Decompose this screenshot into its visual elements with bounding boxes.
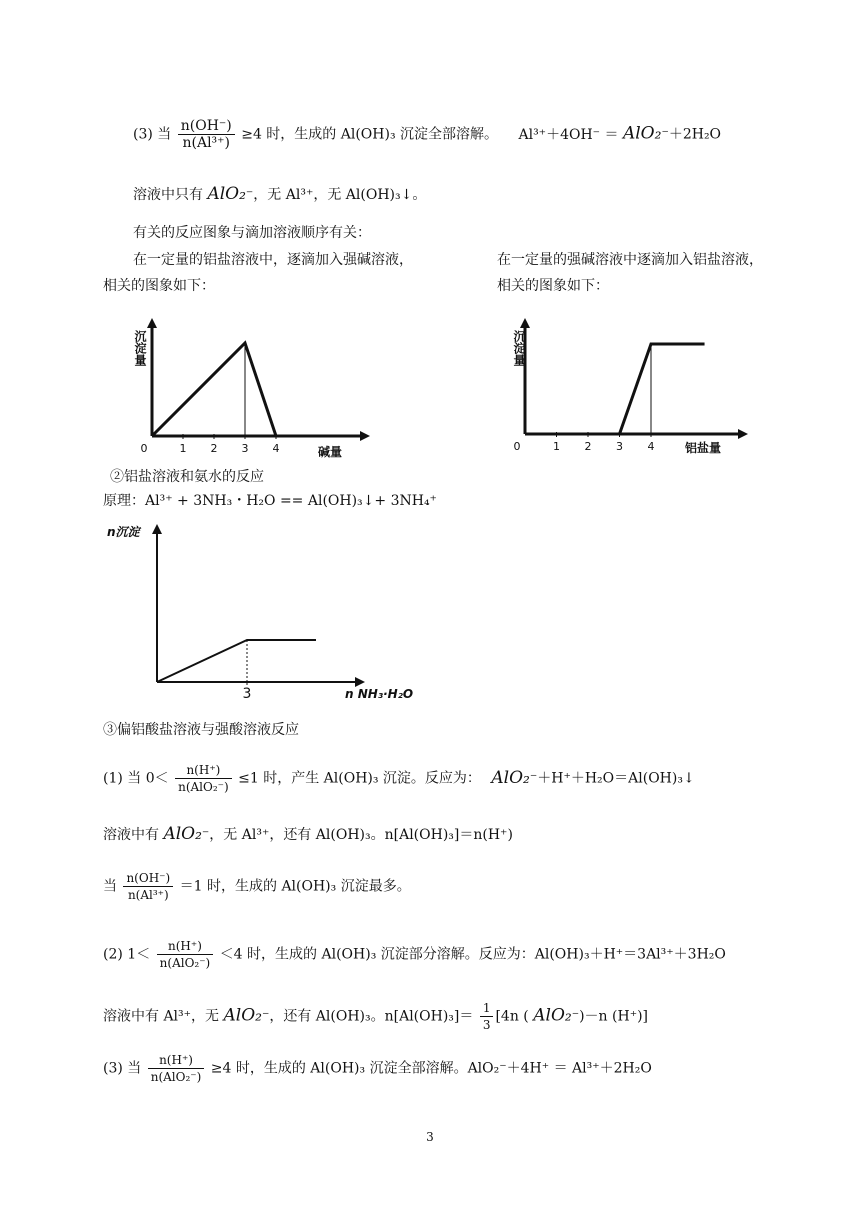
prefix: (1) 当 0＜ — [103, 770, 169, 787]
fraction-denominator: 3 — [480, 1016, 494, 1033]
condition-text: ≤1 时，产生 Al(OH)₃ 沉淀。反应为： — [238, 770, 481, 787]
equation-italic: AlO₂ — [491, 767, 530, 788]
x-axis-arrow — [360, 431, 370, 441]
x-tick-label: 4 — [272, 442, 280, 455]
equation-part: Al³⁺＋4OH⁻ ＝ — [518, 126, 619, 143]
x-tick-label: 3 — [242, 686, 252, 702]
text: ⁻)－n (H⁺)] — [571, 1008, 649, 1025]
x-tick-label: 0 — [140, 442, 148, 455]
text: [4n ( — [495, 1008, 529, 1025]
ratio-fraction — [157, 938, 214, 971]
page-number: 3 — [426, 1130, 434, 1144]
case-2-line — [103, 938, 726, 971]
ratio-fraction — [123, 870, 173, 903]
y-axis-label: 沉淀量 — [133, 330, 147, 366]
case-2-state-line — [103, 1000, 648, 1033]
y-axis-arrow — [147, 318, 157, 328]
equation-italic: AlO₂ — [223, 1005, 262, 1026]
fraction-numerator: n(H⁺) — [168, 939, 202, 953]
text: ⁻，无 Al³⁺，还有 Al(OH)₃。n[Al(OH)₃]＝n(H⁺) — [201, 827, 513, 843]
max-precipitate-line — [103, 870, 411, 903]
x-axis-arrow — [355, 677, 365, 687]
prefix: (3) 当 — [103, 1060, 142, 1077]
section-3-title: ③偏铝酸盐溶液与强酸溶液反应 — [103, 722, 299, 738]
fraction-denominator: n(Al³⁺) — [123, 886, 173, 903]
fraction-numerator: n(OH⁻) — [180, 118, 232, 134]
prefix: (3) 当 — [133, 126, 172, 143]
chart-aluminum-into-base — [505, 312, 755, 460]
text: 溶液中有 Al³⁺，无 — [103, 1008, 220, 1025]
x-tick-label: 0 — [513, 440, 521, 453]
series-line — [152, 343, 276, 436]
x-tick-label: 4 — [647, 440, 655, 453]
ratio-fraction — [148, 1052, 205, 1085]
case-1-state-line — [103, 825, 513, 844]
fraction-denominator: n(AlO₂⁻) — [175, 778, 232, 795]
equation-italic: AlO₂ — [622, 123, 662, 144]
x-tick-label: 1 — [179, 442, 187, 455]
chart-base-into-aluminum — [128, 308, 378, 460]
left-graph-desc: 在一定量的铝盐溶液中，逐滴加入强碱溶液， — [133, 252, 413, 268]
left-graph-desc-2: 相关的图象如下： — [103, 278, 215, 294]
fraction-numerator: n(OH⁻) — [126, 871, 171, 885]
equation-italic: AlO₂ — [163, 824, 202, 844]
x-tick-label: 2 — [584, 440, 592, 453]
fraction-numerator: 1 — [482, 1001, 491, 1015]
series-line — [157, 640, 316, 682]
graph-intro: 有关的反应图象与滴加溶液顺序有关： — [133, 225, 371, 241]
case-3-line — [103, 1052, 652, 1085]
y-axis-arrow — [520, 318, 530, 328]
y-axis-label: 沉淀量 — [512, 330, 526, 366]
solution-state-line — [133, 185, 426, 204]
dissolution-condition-line — [133, 118, 721, 151]
text: 溶液中有 — [103, 827, 159, 843]
prefix: (2) 1＜ — [103, 946, 151, 963]
case-1-line — [103, 762, 695, 795]
condition-text: ＝1 时，生成的 Al(OH)₃ 沉淀最多。 — [179, 878, 411, 895]
one-third-fraction — [480, 1000, 494, 1033]
equation-italic: AlO₂ — [207, 184, 246, 204]
text: ⁻，无 Al³⁺，无 Al(OH)₃↓。 — [245, 187, 427, 203]
ratio-fraction — [175, 762, 232, 795]
prefix: 当 — [103, 878, 117, 895]
equation-part: ⁻＋2H₂O — [661, 126, 722, 143]
right-graph-desc-2: 相关的图象如下： — [497, 278, 609, 294]
equation-italic: AlO₂ — [533, 1005, 572, 1026]
fraction-numerator: n(H⁺) — [159, 1053, 193, 1067]
x-axis-label: 铝盐量 — [685, 441, 722, 455]
fraction-numerator: n(H⁺) — [186, 763, 221, 777]
x-axis-label: n NH₃·H₂O — [345, 687, 414, 701]
ratio-fraction — [178, 118, 235, 151]
right-graph-desc: 在一定量的强碱溶液中逐滴加入铝盐溶液， — [497, 252, 763, 268]
text: 溶液中只有 — [133, 187, 203, 203]
condition-text: ≥4 时，生成的 Al(OH)₃ 沉淀全部溶解。AlO₂⁻＋4H⁺ ＝ Al³⁺＋2H₂O — [210, 1060, 652, 1077]
x-tick-label: 3 — [241, 442, 249, 455]
x-axis-arrow — [738, 429, 748, 439]
y-axis-label: n沉淀 — [107, 525, 140, 539]
equation-part: ⁻＋H⁺＋H₂O＝Al(OH)₃↓ — [529, 770, 695, 787]
x-tick-label: 1 — [553, 440, 560, 453]
series-line — [525, 344, 705, 434]
condition-text: ＜4 时，生成的 Al(OH)₃ 沉淀部分溶解。反应为：Al(OH)₃＋H⁺＝3Al³⁺＋3H₂O — [219, 946, 726, 963]
condition-text: ≥4 时，生成的 Al(OH)₃ 沉淀全部溶解。 — [241, 126, 499, 143]
x-axis-label: 碱量 — [318, 445, 343, 459]
fraction-denominator: n(Al³⁺) — [178, 134, 235, 151]
x-tick-label: 2 — [210, 442, 218, 455]
y-axis-arrow — [152, 524, 162, 534]
section-2-title: ②铝盐溶液和氨水的反应 — [110, 469, 264, 485]
section-2-principle: 原理：Al³⁺ + 3NH₃・H₂O == Al(OH)₃↓+ 3NH₄⁺ — [103, 493, 437, 509]
chart-ammonia — [105, 520, 425, 710]
x-tick-label: 3 — [616, 440, 623, 453]
fraction-denominator: n(AlO₂⁻) — [148, 1068, 205, 1085]
text: ⁻，还有 Al(OH)₃。n[Al(OH)₃]＝ — [261, 1008, 474, 1025]
fraction-denominator: n(AlO₂⁻) — [157, 954, 214, 971]
